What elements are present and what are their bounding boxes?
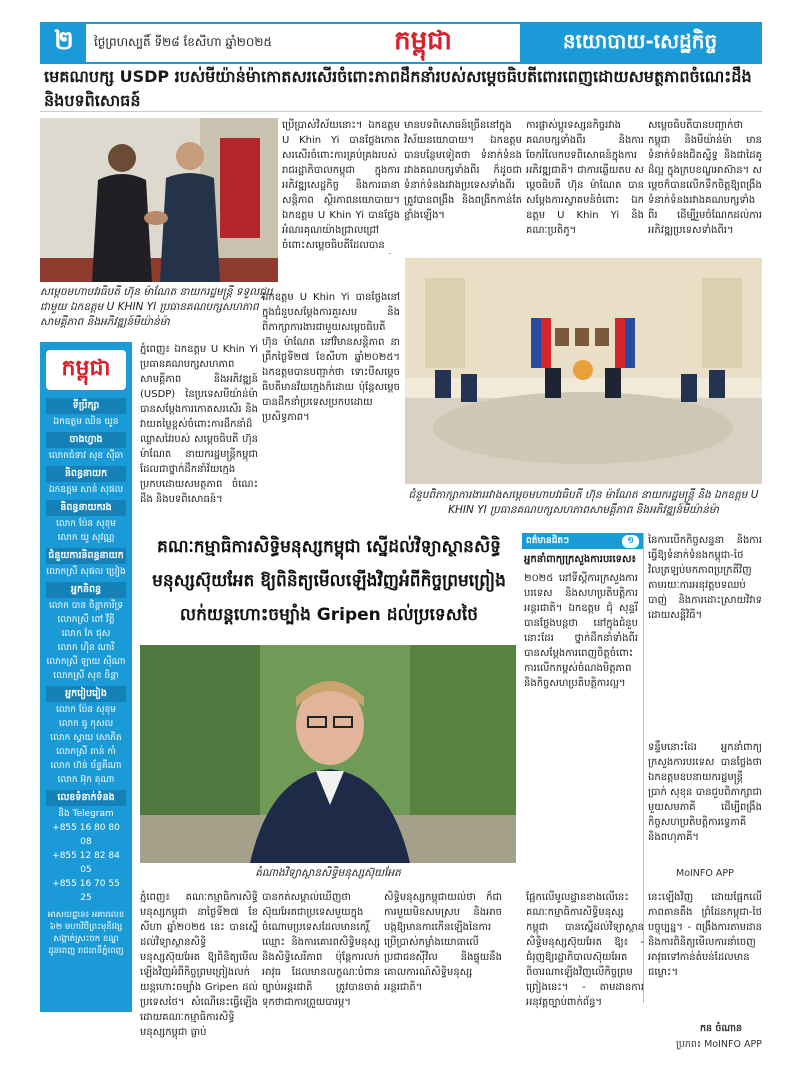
photo1-caption: សម្តេចមហាបវរធិបតី ហ៊ុន ម៉ាណែត នាយករដ្ឋមន្ត្រី ទទួលជួបជាមួយ ឯកឧត្តម U KHIN YI ប្រធានគណបក្សសហភាពសាមគ្គីភាព និងអភិវឌ្ឍន៍មីយ៉ាន់ម៉ា [40,286,273,328]
handshake-photo [40,118,278,282]
masthead-box [40,342,132,1012]
masthead-label: និពន្ធនាយករង [46,500,126,516]
article1-body-2: ឯកឧត្តម U Khin Yi បានថ្លែងនៅក្នុងជំនួបសម្តែងការគួរសម និងពិភាក្សាការងារជាមួយសម្តេចធិបតី ហ៊ុន ម៉ាណែត នៅវិមានសន្តិភាព នាព្រឹកថ្ងៃទី២៧ ខែសីហា ឆ្នាំ២០២៥។ ឯកឧត្តមបានបញ្ជាក់ថា ទោះបីសម្តេចធិបតីមានវ័យក្មេងក៏ដោយ ប៉ុន្តែសម្តេចបានដឹកនាំប្រទេសប្រកបដោយប្រសិទ្ធភាព។ [262,292,400,423]
masthead-name: លោក ប៉ែន សុខុម [56,705,116,715]
portrait-illustration [140,645,516,863]
masthead-name: លោក ស្វាយ សោភិត [50,733,122,743]
related-news-number: ១ [622,535,639,548]
issue-date: ថ្ងៃព្រហស្បតិ៍ ទី២៨ ខែសីហា ឆ្នាំ២០២៥ [94,35,272,49]
newspaper-logo: កម្ពុជា [394,26,452,56]
photo3-caption: គំណាងវិទ្យាស្ថានសិទ្ធិមនុស្សស៊ុយអែត [255,867,401,879]
masthead-logo: កម្ពុជា [46,350,126,390]
masthead-name: លោកជំទាវ សុខ ស៊ីឆា [48,451,124,461]
masthead-label: ជំនួយការនិពន្ធនាយក [46,548,126,564]
masthead-label: ចាងហ្វាង [46,432,126,448]
masthead-name: លោក យូ សុវណ្ណ [57,533,115,543]
masthead-phone: +855 16 70 55 25 [52,879,120,903]
article2-column-1: ភ្នំពេញ៖ គណៈកម្មាធិការសិទ្ធិមនុស្សកម្ពុជា នាថ្ងៃទី២៧ ខែសីហា ឆ្នាំ២០២៥ នេះ បានស្នើដល់វិទ្យាស្ថានសិទ្ធិមនុស្សស៊ុយអែត ឱ្យពិនិត្យមើលឡើងវិញអំពីកិច្ចព្រមព្រៀងលក់យន្តហោះចម្បាំង Gripen ដល់ប្រទេសថៃ។ សំណើនេះធ្វើឡើងដោយគណៈកម្មាធិការសិទ្ធិមនុស្សកម្ពុជា ធ្លាប់ [140,892,258,1038]
masthead-label: អ្នករៀបរៀង [46,686,126,702]
masthead-name: លោក ប៉ែន សុខុម [56,519,116,529]
masthead-phone: +855 16 80 80 08 [52,823,120,847]
masthead-name: លោក ហ៊ិន ណារី [57,643,115,653]
masthead-name: លោក កែ ជុស [61,629,111,639]
related-news-header [522,533,643,549]
masthead-label: លេខទំនាក់ទំនង [46,790,126,806]
related-news-body: ២០២៥ នៅទីស្តីការក្រសួងការបរទេស និងសហប្រតិបត្តិការអន្តរជាតិ។ ឯកឧត្តម ជុំ សុន្ទរី បានថ្លែងបន្តថា នៅក្នុងជំនួបនោះដែរ ថ្នាក់ដឹកនាំទាំងពីរ បានសម្តែងការពេញចិត្តចំពោះការលើកកម្ពស់ចំណងមិត្តភាព និងកិច្ចសហប្រតិបត្តិការល្អ។ [524,573,638,689]
article1-continued-b: ទន្ទឹមនោះដែរ អ្នកនាំពាក្យក្រសួងការបរទេស បានថ្លែងថា ឯកឧត្តមឧបនាយករដ្ឋមន្ត្រី ប្រាក់ សុខុន បានជួបពិភាក្សាជាមួយសមភាគី ដើម្បីពង្រឹងកិច្ចសហប្រតិបត្តិការទ្វេភាគី និងពហុភាគី។ [648,742,762,843]
article1-column-b: មានបទពិសោធន៍ច្រើននៅក្នុងវិស័យនយោបាយ។ ឯកឧត្តមបានបន្ថែមទៀតថា ទំនាក់ទំនងរវាងគណបក្សទាំងពីរ ក៏ដូចជាទំនាក់ទំនងរវាងប្រទេសទាំងពីរ ត្រូវបានពង្រឹង និងពង្រីកកាន់តែខ្លាំងឡើង។ [404,120,522,221]
related-news-title: អ្នកនាំពាក្យក្រសួងការបរទេស៖ [524,554,636,565]
masthead-name: លោកស្រី សុផល ប្រៀង [46,567,126,577]
masthead-name: លោក បាន ចិន្តាការីទ្រ [48,601,124,611]
masthead-phone: +855 12 82 84 05 [52,851,120,875]
article1-body-1: ភ្នំពេញ៖ ឯកឧត្តម U Khin Yi ប្រធានគណបក្សសហភាពសាមគ្គីភាព និងអភិវឌ្ឍន៍ (USDP) នៃប្រទេសមីយ៉ាន់ម៉ា បានសម្តែងការកោតសរសើរ និងវាយតម្លៃខ្ពស់ចំពោះការដឹកនាំដ៏ឈ្លាសវៃរបស់ សម្តេចធិបតី ហ៊ុន ម៉ាណែត នាយករដ្ឋមន្ត្រីកម្ពុជា ដែលជាថ្នាក់ដឹកនាំវ័យក្មេងប្រកបដោយសមត្ថភាព ចំណេះដឹង និងបទពិសោធន៍។ [140,344,258,505]
masthead-name: លោក ហ៊ន់ ច័ន្ទគីណា [50,761,122,771]
portrait-photo [140,645,516,863]
article2-column-3: សិទ្ធិមនុស្សកម្ពុជាយល់ថា ក៏ជាការមួយមិនសមស្រប និងអាចបង្កឱ្យមានការកើនឡើងនៃការប្រើប្រាស់កម្លាំងយោធាលើប្រជាជនស៊ីវិល និងផ្ទុយនឹងគោលការណ៍សិទ្ធិមនុស្សអន្តរជាតិ។ [384,892,502,993]
article1-column-c: ការផ្លាស់ប្តូរទស្សនកិច្ចរវាងគណបក្សទាំងពីរ និងការចែករំលែកបទពិសោធន៍ក្នុងការអភិវឌ្ឍជាតិ។ ជាការឆ្លើយតប សម្តេចធិបតី ហ៊ុន ម៉ាណែត បានសម្តែងការស្វាគមន៍ចំពោះ ឯកឧត្តម U Khin Yi និងគណៈប្រតិភូ។ [526,120,644,236]
article1-continued-a: នៃការបើកកិច្ចសន្ទនា និងការធ្វើឱ្យទំនាក់ទំនងកម្ពុជា-ថៃ វិលត្រឡប់មកភាពប្រក្រតីវិញ តាមរយៈការអនុវត្តបទឈប់បាញ់ និងការដោះស្រាយវិវាទដោយសន្តិវិធី។ [648,535,762,621]
masthead-telegram: និង Telegram [58,809,114,819]
handshake-illustration [40,118,278,282]
meeting-photo [405,258,762,484]
article1-column-a: ប្រើប្រាស់វិស័យនោះ។ ឯកឧត្តម U Khin Yi បានថ្លែងកោតសរសើរចំពោះការគ្រប់គ្រងរបស់រាជរដ្ឋាភិបាលកម្ពុជា ក្នុងការអភិវឌ្ឍសេដ្ឋកិច្ច និងការធានាសន្តិភាព ស្ថិរភាពនយោបាយ។ ឯកឧត្តម U Khin Yi បានថ្លែងអំណរគុណយ៉ាងជ្រាលជ្រៅចំពោះសម្តេចធិបតីដែលបាន [282,120,400,251]
masthead-name: ឯកឧត្តម សាន់ សុផល [48,485,124,495]
page-number: ២ [42,24,86,62]
masthead-label: ទីប្រឹក្សា [46,398,126,414]
article1-headline: មេគណបក្ស USDP របស់មីយ៉ាន់ម៉ាកោតសរសើរចំពោះភាពដឹកនាំរបស់សម្ដេចធិបតីពោរពេញដោយសមត្ថភាពចំណេះដឹងនិងបទពិសោធន៍ [40,68,762,112]
article2-author: កន ចំណាន [700,1023,743,1034]
masthead-address: អាសយដ្ឋាន៖ អគារលេខ ៦២ មហាវិថីព្រះមុនីវង្ស សង្កាត់ស្រះចក ខណ្ឌដូនពេញ រាជធានីភ្នំពេញ [47,910,125,956]
meeting-illustration [405,258,762,484]
article2-column-5: នេះឡើងវិញ ដោយផ្អែកលើភាពតានតឹង ព្រំដែនកម្ពុជា-ថៃ បច្ចុប្បន្ន។ - ពង្រឹងការតាមដាន និងការពិនិត្យមើលការនាំចេញអាវុធទៅកាន់តំបន់ដែលមានជម្លោះ។ [648,892,762,978]
masthead-name: លោក អ៊ុក គុណា [57,775,115,785]
masthead-name: លោកស្រី សុខ ចិន្តា [53,671,119,681]
masthead-label: អ្នកនិពន្ធ [46,582,126,598]
article1-column-d: សម្តេចធិបតីបានបញ្ជាក់ថា កម្ពុជា និងមីយ៉ាន់ម៉ា មានទំនាក់ទំនងជិតស្និទ្ធ និងជាដៃគូដ៏ល្អ ក្នុងក្របខណ្ឌអាស៊ាន។ សម្តេចក៏បានលើកទឹកចិត្តឱ្យពង្រឹងទំនាក់ទំនងរវាងគណបក្សទាំងពីរ ដើម្បីរួមចំណែកដល់ការអភិវឌ្ឍប្រទេសទាំងពីរ។ [648,120,762,236]
section-title: នយោបាយ-សេដ្ឋកិច្ច [520,24,760,62]
masthead-name: លោកស្រី តាន់ កាំ [56,747,116,757]
masthead-name: លោកស្រី ឡាយ ស៊ីណា [46,657,126,667]
article2-column-4: ផ្អែកលើមូលដ្ឋានខាងលើនេះ គណៈកម្មាធិការសិទ្ធិមនុស្សកម្ពុជា បានស្នើដល់វិទ្យាស្ថានសិទ្ធិមនុស្សស៊ុយអែត ឱ្យ៖ - ជំរុញឱ្យរដ្ឋាភិបាលស៊ុយអែតពិចារណាឡើងវិញលើកិច្ចព្រមព្រៀងនេះ។ - តាមដានការអនុវត្តច្បាប់ពាក់ព័ន្ធ។ [526,892,644,1008]
masthead-label: និពន្ធនាយក [46,466,126,482]
related-news-label: ពត៌មានជិតៗ [526,535,570,546]
article2-column-2: បានកត់សម្គាល់ឃើញថា ស៊ុយអែតជាប្រទេសមួយក្នុងចំណោមប្រទេសដែលមានកេរ្តិ៍ឈ្មោះ និងការគោរពសិទ្ធិមនុស្ស និងសិទ្ធិសេរីភាព ប៉ុន្តែការលក់អាវុធ ដែលមានលក្ខណៈបំពានច្បាប់អន្តរជាតិ ត្រូវបានចាត់ទុកថាជាការព្រួយបារម្ភ។ [262,892,380,1008]
photo2-caption: ជំនួបពិភាក្សាការងាររវាងសម្តេចមហាបវរធិបតី ហ៊ុន ម៉ាណែត នាយករដ្ឋមន្ត្រី និង ឯកឧត្តម U KHIN YI ប្រធានគណបក្សសហភាពសាមគ្គីភាព និងអភិវឌ្ឍន៍មីយ៉ាន់ម៉ា [408,489,759,516]
masthead-name: លោកស្រី ពៅ វីត្តី [57,615,115,625]
article2-headline: គណៈកម្មាធិការសិទ្ធិមនុស្សកម្ពុជា ស្នើដល់វិទ្យាស្ថានសិទ្ធិមនុស្សស៊ុយអែត ឱ្យពិនិត្យមើលឡើងវិញអំពីកិច្ចព្រមព្រៀងលក់យន្តហោះចម្បាំង Gripen ដល់ប្រទេសថៃ [152,537,506,625]
masthead-name: លោក ធូ កុសល [58,719,114,729]
page-header [40,22,762,64]
sidebar-source: MoINFO APP [676,868,734,879]
article2-source: ប្រភព៖ MoINFO APP [676,1039,762,1050]
masthead-name: ឯកឧត្តម ឈិន យូន [53,417,119,427]
